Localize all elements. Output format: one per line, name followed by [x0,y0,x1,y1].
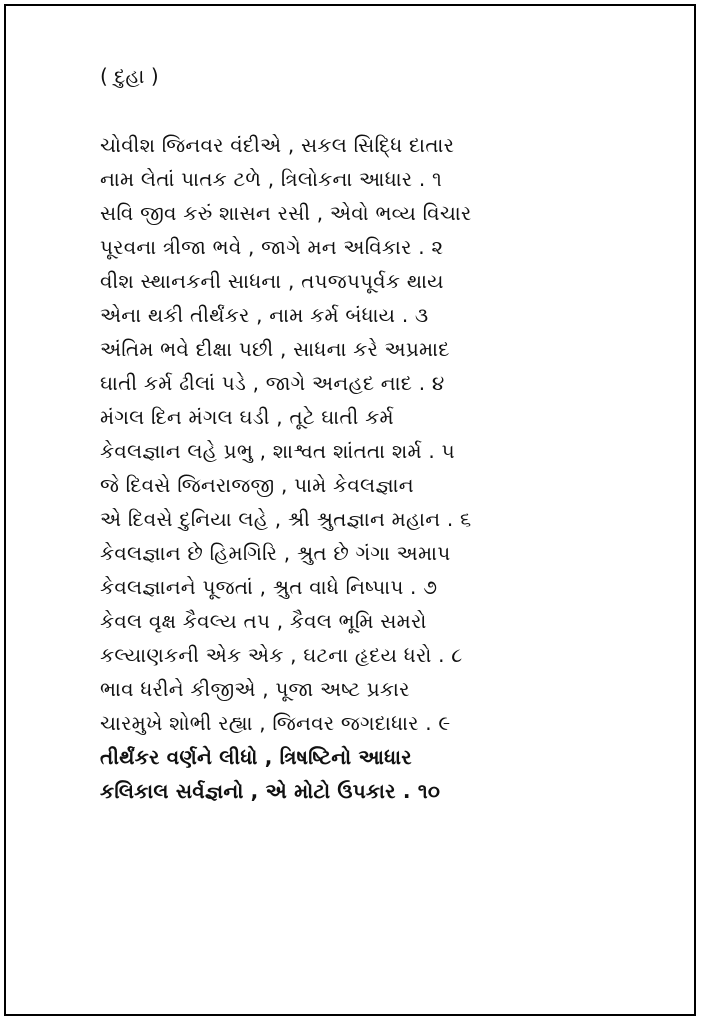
verse-line-8: ઘાતી કર્મ ઢીલાં પડે , જાગે અનહદ નાદ . ૪ [100,371,445,395]
verse-line-6: એના થકી તીર્થંકર , નામ કર્મ બંધાય . ૩ [100,303,429,327]
verse-line-4: પૂરવના ત્રીજા ભવે , જાગે મન અવિકાર . ૨ [100,235,444,259]
verse-line-3: સવિ જીવ કરું શાસન રસી , એવો ભવ્ય વિચાર [100,201,472,225]
verse-line-7: અંતિમ ભવે દીક્ષા પછી , સાધના કરે અપ્રમાદ [100,337,450,361]
verse-line-17: ભાવ ધરીને કીજીએ , પૂજા અષ્ટ પ્રકાર [100,677,410,701]
verse-line-18: ચારમુખે શોભી રહ્યા , જિનવર જગદાધાર . ૯ [100,711,451,735]
verse-line-16: કલ્યાણકની એક એક , ઘટના હૃદય ધરો . ૮ [100,643,463,667]
verse-line-15: કેવલ વૃક્ષ કૈવલ્ય તપ , કૈવલ ભૂમિ સમરો [100,609,427,633]
verse-line-13: કેવલજ્ઞાન છે હિમગિરિ , શ્રુત છે ગંગા અમાપ [100,541,451,565]
verse-line-10: કેવલજ્ઞાન લહે પ્રભુ , શાશ્વત શાંતતા શર્મ . ૫ [100,439,455,463]
stanza-heading: ( દુહા ) [100,64,159,88]
verse-line-11: જે દિવસે જિનરાજજી , પામે કેવલજ્ઞાન [100,473,414,497]
verse-list [100,128,670,808]
verse-line-9: મંગલ દિન મંગલ ઘડી , તૂટે ઘાતી કર્મ [100,405,394,429]
verse-line-2: નામ લેતાં પાતક ટળે , ત્રિલોકના આધાર . ૧ [100,167,443,191]
verse-line-19: તીર્થંકર વર્ણને લીધો , ત્રિષષ્ટિનો આધાર [100,745,412,769]
verse-line-5: વીશ સ્થાનકની સાધના , તપજપપૂર્વક થાય [100,269,444,293]
verse-line-14: કેવલજ્ઞાનને પૂજતાં , શ્રુત વાધે નિષ્પાપ . ૭ [100,575,438,599]
verse-line-20: કલિકાલ સર્વજ્ઞનો , એ મોટો ઉપકાર . ૧૦ [100,779,441,803]
verse-line-12: એ દિવસે દુનિયા લહે , શ્રી શ્રુતજ્ઞાન મહાન . ૬ [100,507,472,531]
verse-line-1: ચોવીશ જિનવર વંદીએ , સકલ સિદ્ધિ દાતાર [100,133,455,157]
